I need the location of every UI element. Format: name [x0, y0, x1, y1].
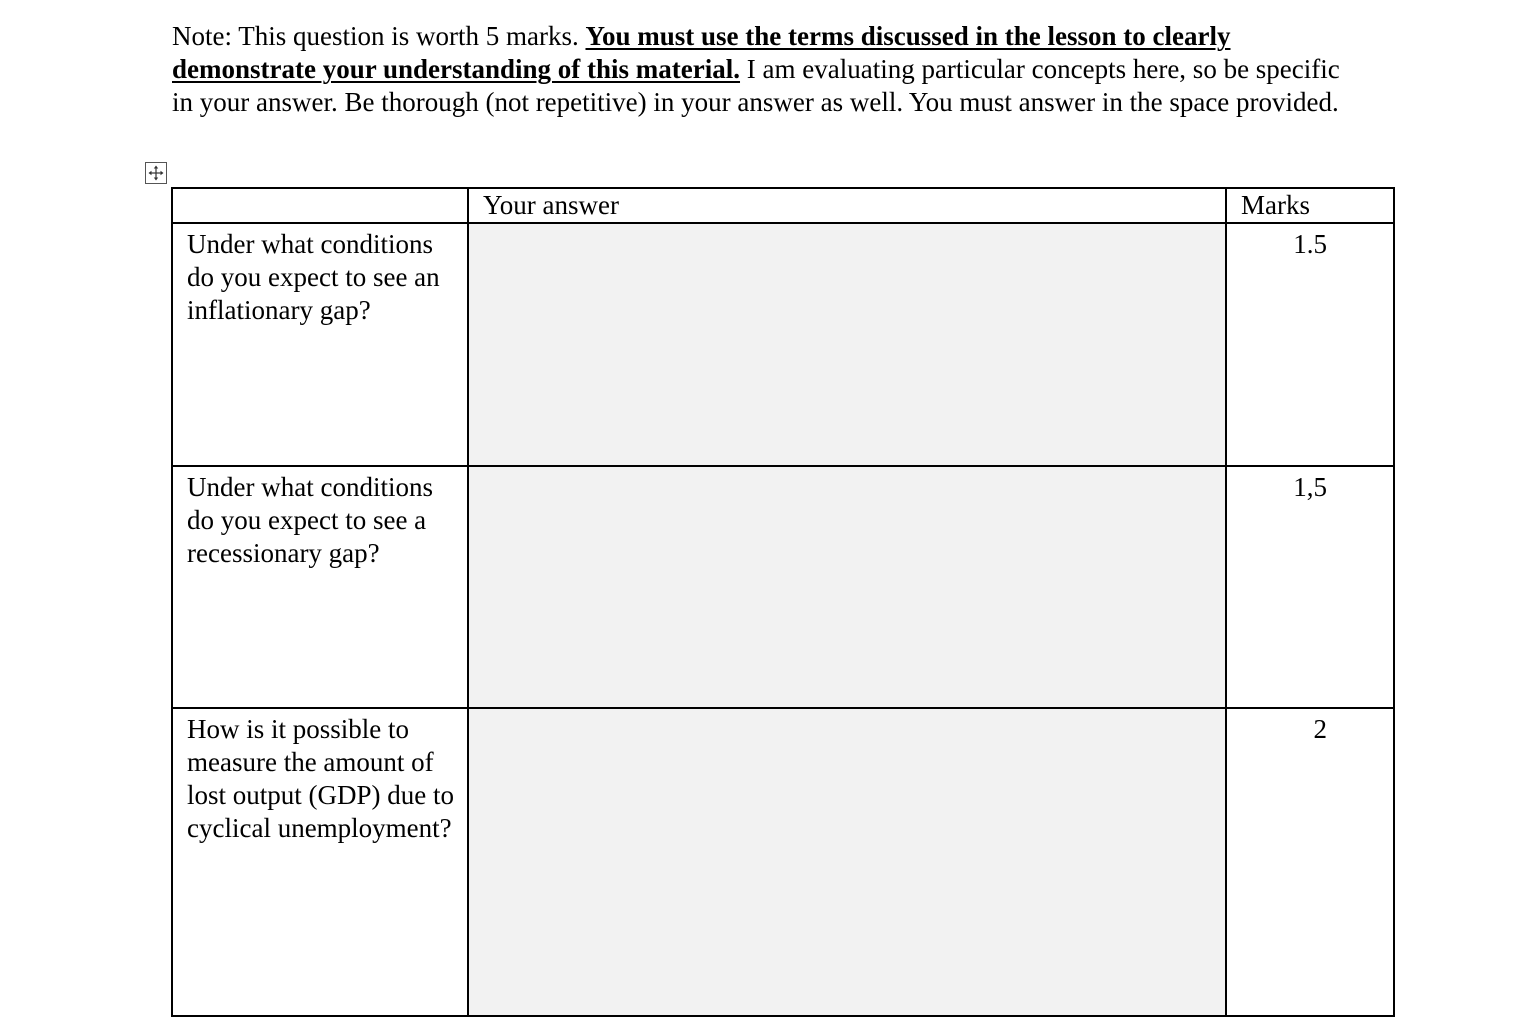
question-text: Under what conditions do you expect to see an inflationary gap?: [187, 229, 440, 325]
marks-cell: [1226, 223, 1394, 466]
marks-value: 1.5: [1293, 229, 1327, 259]
table-row: [172, 223, 1394, 466]
marks-value: 2: [1313, 714, 1327, 744]
answer-field[interactable]: [469, 467, 1225, 533]
move-icon: [148, 165, 164, 181]
header-answer-label: Your answer: [483, 190, 620, 220]
question-text: Under what conditions do you expect to see a recessionary gap?: [187, 472, 433, 568]
question-cell: [172, 223, 468, 466]
marks-value: 1,5: [1293, 472, 1327, 502]
table-header-row: [172, 188, 1394, 223]
answer-cell[interactable]: [468, 223, 1226, 466]
answer-cell[interactable]: [468, 708, 1226, 1016]
table-row: [172, 466, 1394, 708]
question-cell: [172, 708, 468, 1016]
answer-cell[interactable]: [468, 466, 1226, 708]
note-rest: I am evaluating particular concepts here, so be specific in your answer. Be thorough (not repetitive) in your answer as well. You must answer in the space provided.: [172, 54, 1340, 117]
marks-cell: [1226, 708, 1394, 1016]
answer-field[interactable]: [469, 709, 1225, 775]
header-question-cell: [172, 188, 468, 223]
question-cell: [172, 466, 468, 708]
header-answer-cell: [468, 188, 1226, 223]
table-row: [172, 708, 1394, 1016]
instructions-note: [172, 20, 1342, 119]
marks-cell: [1226, 466, 1394, 708]
question-table: [171, 187, 1395, 1017]
answer-field[interactable]: [469, 224, 1225, 290]
table-move-handle[interactable]: [145, 162, 167, 184]
header-marks-label: Marks: [1241, 190, 1310, 220]
note-intro: Note: This question is worth 5 marks.: [172, 21, 586, 51]
question-text: How is it possible to measure the amount of lost output (GDP) due to cyclical unemployment?: [187, 714, 454, 843]
header-marks-cell: [1226, 188, 1394, 223]
note-emphasis: You must use the terms discussed in the lesson to clearly demonstrate your understanding of this material.: [172, 21, 1231, 84]
